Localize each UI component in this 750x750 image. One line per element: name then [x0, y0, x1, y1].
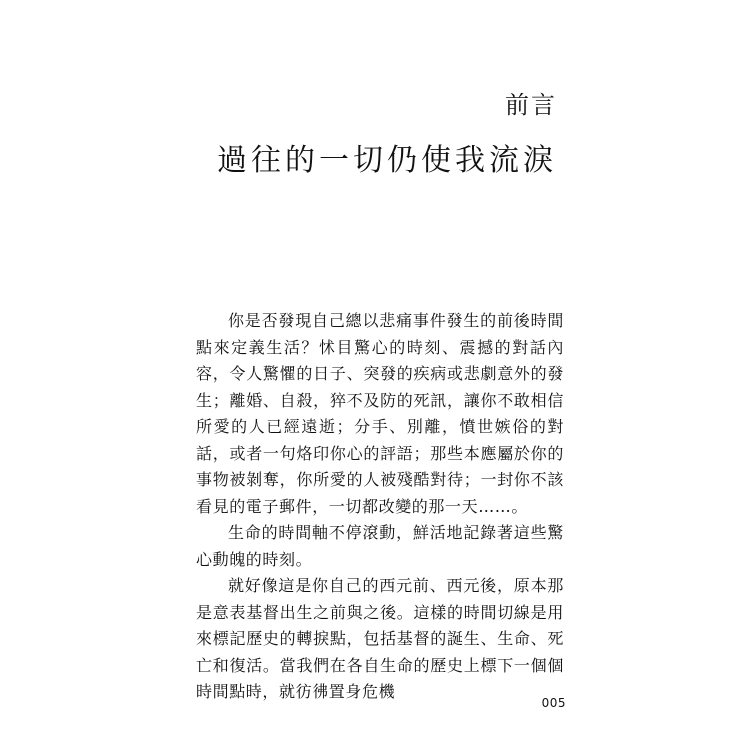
body-text	[196, 308, 564, 706]
chapter-label: 前言	[505, 91, 557, 119]
chapter-title: 過往的一切仍使我流淚	[217, 143, 557, 178]
paragraph: 你是否發現自己總以悲痛事件發生的前後時間點來定義生活？怵目驚心的時刻、震撼的對話內容，令人驚懼的日子、突發的疾病或悲劇意外的發生；離婚、自殺，猝不及防的死訊，讓你不敢相信所愛的人已經遠逝；分手、別離，憤世嫉俗的對話，或者一句烙印你心的評語；那些本應屬於你的事物被剝奪，你所愛的人被殘酷對待；一封你不該看見的電子郵件，一切都改變的那一天……。	[196, 311, 564, 516]
paragraph: 生命的時間軸不停滾動，鮮活地記錄著這些驚心動魄的時刻。	[196, 523, 564, 569]
page-number: 005	[541, 696, 566, 710]
paragraph: 就好像這是你自己的西元前、西元後，原本那是意表基督出生之前與之後。這樣的時間切線是用來標記歷史的轉捩點，包括基督的誕生、生命、死亡和復活。當我們在各自生命的歷史上標下一個個時間點時，就彷彿置身危機	[196, 576, 564, 701]
